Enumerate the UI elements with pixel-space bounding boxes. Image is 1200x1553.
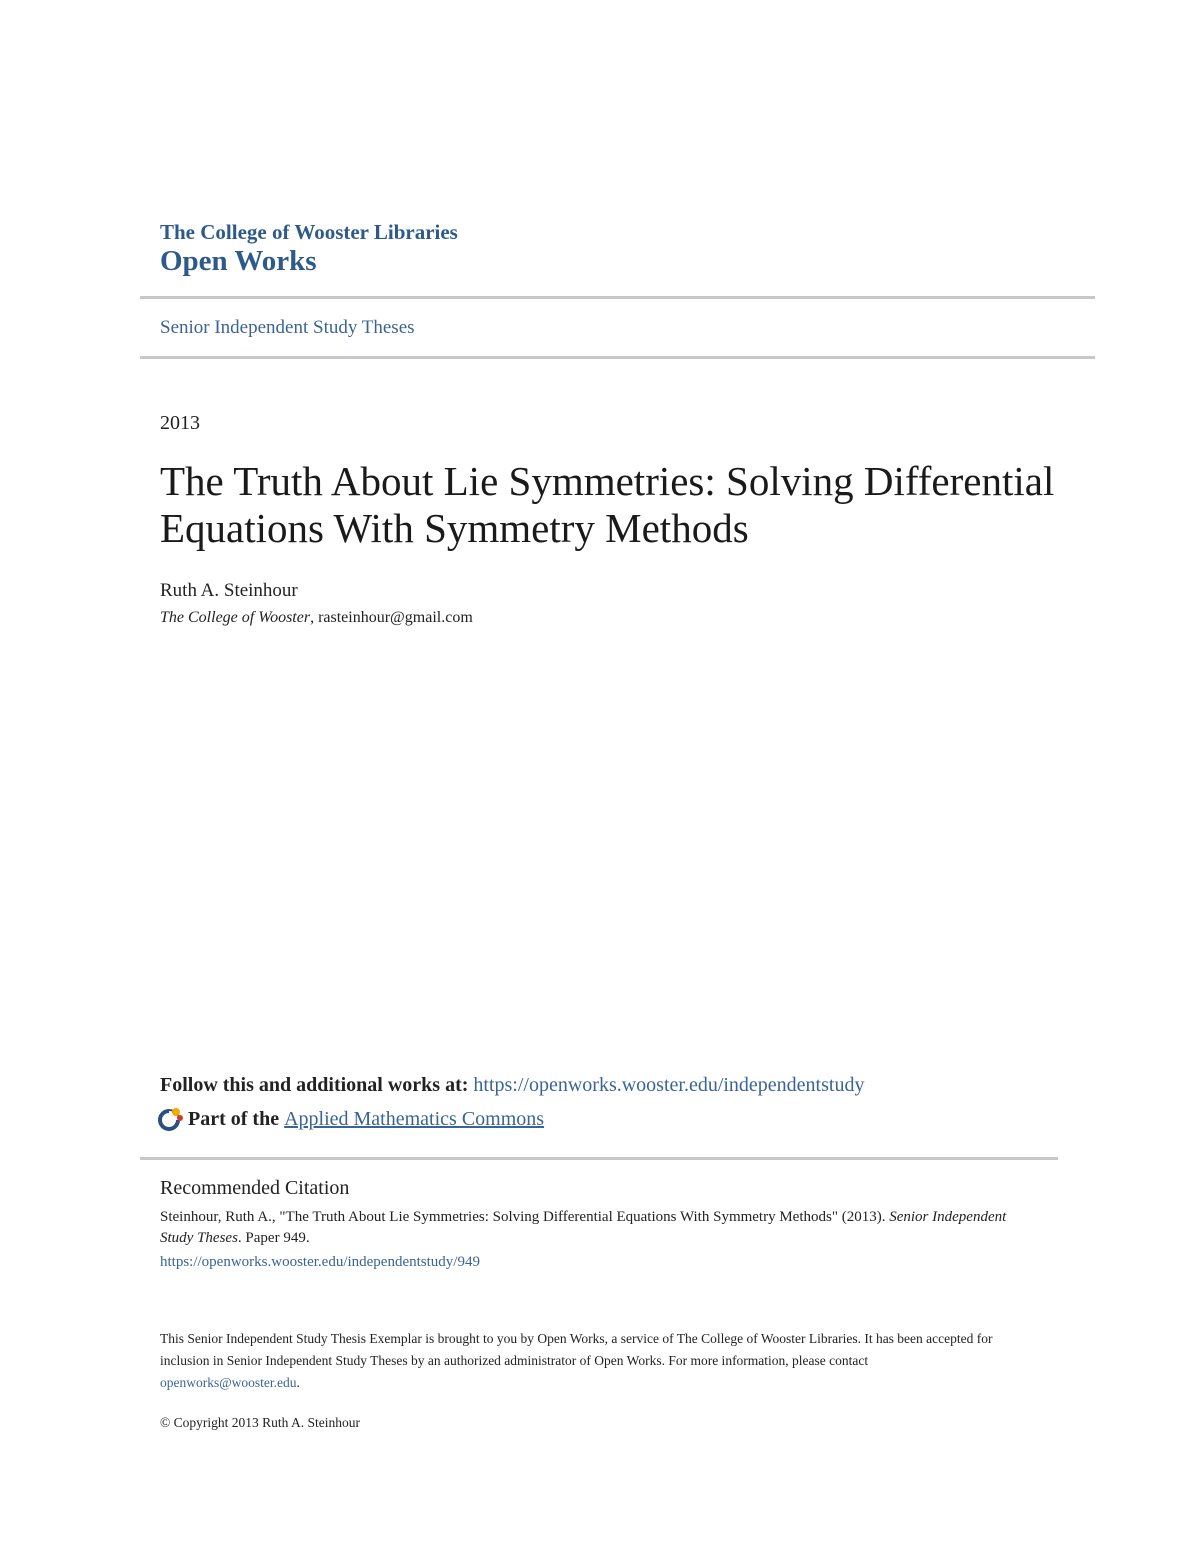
author-email: , rasteinhour@gmail.com: [310, 609, 473, 626]
repository-notice: [160, 1328, 1040, 1394]
notice-period: .: [296, 1375, 300, 1390]
part-of-label: Part of the: [188, 1107, 280, 1130]
series-divider: [140, 356, 1095, 359]
paper-title: The Truth About Lie Symmetries: Solving Differential Equations With Symmetry Methods: [160, 458, 1055, 551]
citation-series: Senior Independent Study Theses: [160, 1209, 1007, 1246]
series-link[interactable]: Senior Independent Study Theses: [160, 317, 415, 338]
author-name: Ruth A. Steinhour: [160, 580, 298, 601]
citation-text: [160, 1207, 1040, 1249]
institution-name: The College of Wooster: [160, 609, 311, 626]
applied-mathematics-commons-link[interactable]: Applied Mathematics Commons: [284, 1107, 545, 1130]
copyright-notice: © Copyright 2013 Ruth A. Steinhour: [160, 1415, 361, 1430]
digital-commons-logo-icon: [158, 1106, 184, 1132]
follow-url-link[interactable]: https://openworks.wooster.edu/independentstudy: [473, 1074, 865, 1096]
part-of-line: [158, 1106, 544, 1132]
citation-heading: Recommended Citation: [160, 1177, 350, 1199]
author-affiliation: [160, 609, 473, 627]
library-name: The College of Wooster Libraries: [160, 220, 458, 244]
follow-line: [160, 1074, 864, 1097]
contact-email-link[interactable]: openworks@wooster.edu: [160, 1375, 297, 1390]
citation-part1: Steinhour, Ruth A., "The Truth About Lie Symmetries: Solving Differential Equations With Symmetry Methods" (2013).: [160, 1209, 886, 1225]
citation-part2: . Paper 949.: [237, 1230, 310, 1246]
notice-text: This Senior Independent Study Thesis Exemplar is brought to you by Open Works, a service of The College of Wooster Libraries. It has been accepted for inclusion in Senior Independent Study Theses by an authorized administrator of Open Works. For more information, please contact: [160, 1331, 993, 1368]
follow-label: Follow this and additional works at:: [160, 1074, 469, 1096]
citation-divider: [140, 1157, 1058, 1160]
top-divider: [140, 296, 1095, 299]
repository-name: Open Works: [160, 245, 317, 277]
citation-url-link[interactable]: https://openworks.wooster.edu/independentstudy/949: [160, 1254, 480, 1270]
publication-year: 2013: [160, 412, 200, 434]
